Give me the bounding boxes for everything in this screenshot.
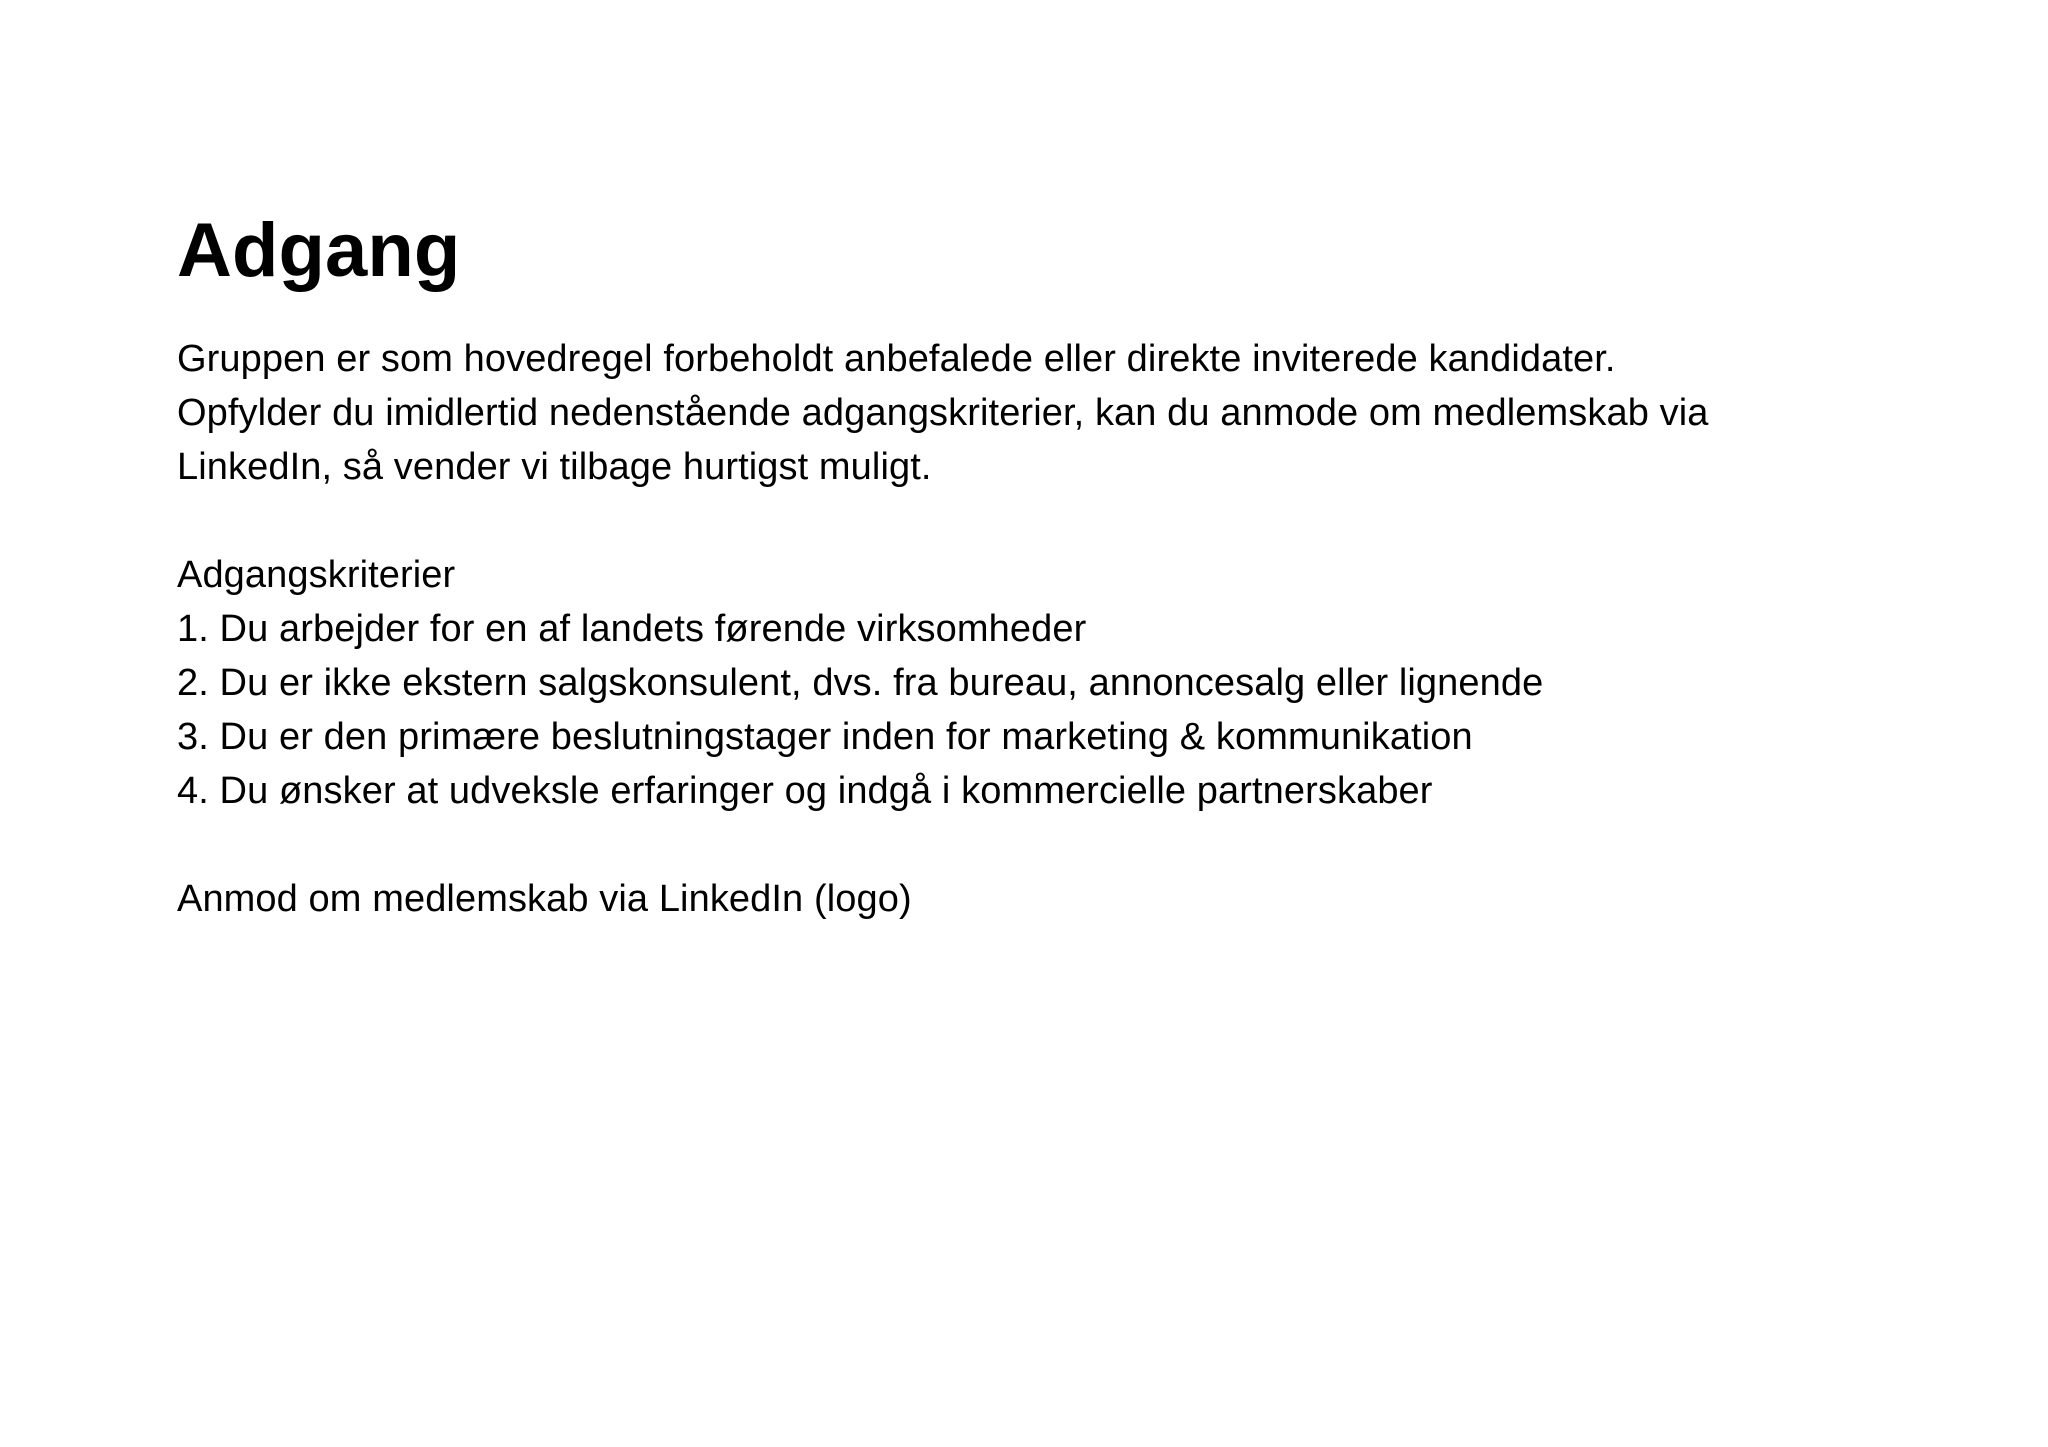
spacer	[177, 818, 1877, 872]
list-item: 2. Du er ikke ekstern salgskonsulent, dvs. fra bureau, annoncesalg eller lignende	[177, 662, 1544, 704]
list-item: 4. Du ønsker at udveksle erfaringer og indgå i kommercielle partnerskaber	[177, 770, 1433, 812]
intro-line: Gruppen er som hovedregel forbeholdt anbefalede eller direkte inviterede kandidater.	[177, 338, 1616, 380]
list-item: 3. Du er den primære beslutningstager inden for marketing & kommunikation	[177, 716, 1473, 758]
intro-line: LinkedIn, så vender vi tilbage hurtigst muligt.	[177, 446, 932, 488]
list-item: 1. Du arbejder for en af landets førende virksomheder	[177, 608, 1087, 650]
intro-line: Opfylder du imidlertid nedenstående adgangskriterier, kan du anmode om medlemskab via	[177, 392, 1709, 434]
page-title: Adgang	[177, 208, 461, 293]
criteria-list	[177, 602, 1877, 818]
linkedin-request-text: Anmod om medlemskab via LinkedIn (logo)	[177, 878, 912, 920]
criteria-title: Adgangskriterier	[177, 554, 456, 596]
intro-paragraph	[177, 332, 1877, 494]
spacer	[177, 494, 1877, 548]
document-content	[177, 208, 1877, 926]
